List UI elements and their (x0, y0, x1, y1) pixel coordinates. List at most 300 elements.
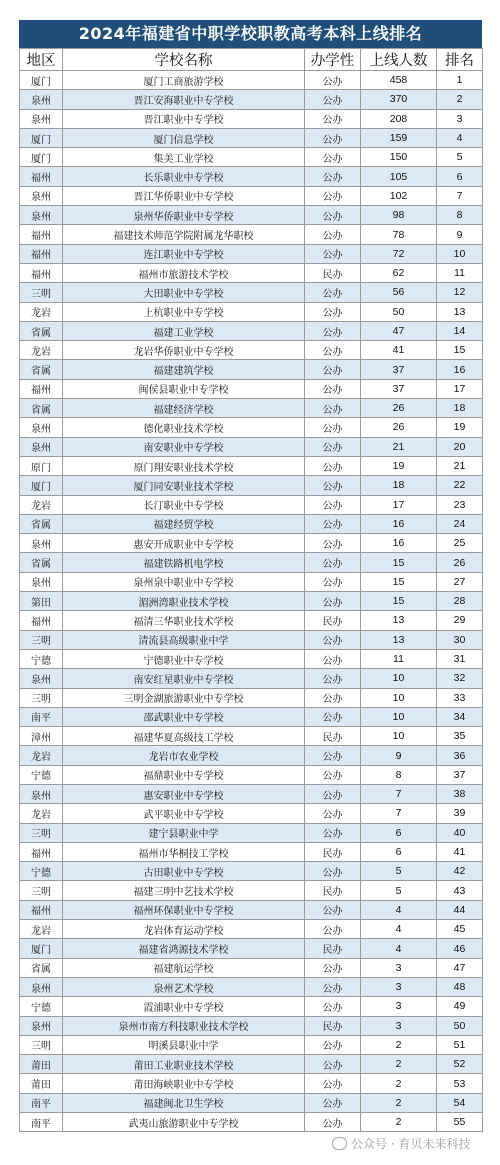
cell-school-name: 晋江职业中专学校 (63, 109, 305, 128)
cell-rank: 51 (437, 1035, 483, 1054)
cell-school-name: 清流县高级职业中学 (63, 630, 305, 649)
table-row (20, 958, 483, 977)
cell-region: 省属 (20, 360, 63, 379)
cell-region: 福州 (20, 379, 63, 398)
cell-school-type: 公办 (305, 1035, 361, 1054)
cell-school-type: 公办 (305, 148, 361, 167)
cell-rank: 19 (437, 418, 483, 437)
cell-school-name: 福建经济学校 (63, 399, 305, 418)
cell-admit-count: 8 (361, 765, 437, 784)
table-row (20, 283, 483, 302)
table-row (20, 823, 483, 842)
cell-region: 宁德 (20, 997, 63, 1016)
cell-region: 第田 (20, 592, 63, 611)
cell-admit-count: 13 (361, 630, 437, 649)
table-row (20, 939, 483, 958)
cell-admit-count: 10 (361, 688, 437, 707)
cell-admit-count: 41 (361, 341, 437, 360)
cell-admit-count: 10 (361, 727, 437, 746)
cell-region: 厦门 (20, 939, 63, 958)
cell-admit-count: 5 (361, 881, 437, 900)
cell-admit-count: 9 (361, 746, 437, 765)
header-school-name: 学校名称 (63, 49, 305, 71)
cell-school-type: 公办 (305, 418, 361, 437)
cell-school-type: 公办 (305, 399, 361, 418)
cell-school-type: 民办 (305, 263, 361, 282)
cell-school-type: 公办 (305, 109, 361, 128)
cell-admit-count: 2 (361, 1074, 437, 1093)
cell-school-name: 大田职业中专学校 (63, 283, 305, 302)
cell-region: 南平 (20, 1113, 63, 1132)
cell-admit-count: 62 (361, 263, 437, 282)
cell-rank: 7 (437, 186, 483, 205)
cell-rank: 16 (437, 360, 483, 379)
cell-school-type: 公办 (305, 1113, 361, 1132)
cell-school-type: 公办 (305, 784, 361, 803)
cell-region: 省属 (20, 399, 63, 418)
cell-rank: 40 (437, 823, 483, 842)
cell-rank: 9 (437, 225, 483, 244)
cell-admit-count: 17 (361, 495, 437, 514)
cell-rank: 52 (437, 1055, 483, 1074)
table-row (20, 611, 483, 630)
table-row (20, 167, 483, 186)
cell-school-name: 惠安职业中专学校 (63, 784, 305, 803)
cell-region: 泉州 (20, 186, 63, 205)
cell-school-type: 公办 (305, 244, 361, 263)
cell-school-name: 龙岩华侨职业中专学校 (63, 341, 305, 360)
cell-school-name: 南安职业中专学校 (63, 437, 305, 456)
cell-admit-count: 10 (361, 669, 437, 688)
cell-school-type: 公办 (305, 495, 361, 514)
cell-school-name: 惠安开成职业中专学校 (63, 534, 305, 553)
cell-school-type: 公办 (305, 823, 361, 842)
cell-rank: 20 (437, 437, 483, 456)
table-row (20, 90, 483, 109)
cell-region: 泉州 (20, 977, 63, 996)
table-row (20, 379, 483, 398)
cell-region: 泉州 (20, 669, 63, 688)
cell-region: 泉州 (20, 90, 63, 109)
cell-admit-count: 78 (361, 225, 437, 244)
cell-region: 莆田 (20, 1074, 63, 1093)
cell-school-name: 泉州艺术学校 (63, 977, 305, 996)
table-row (20, 437, 483, 456)
cell-region: 省属 (20, 321, 63, 340)
cell-admit-count: 7 (361, 804, 437, 823)
cell-admit-count: 4 (361, 920, 437, 939)
cell-rank: 28 (437, 592, 483, 611)
cell-admit-count: 21 (361, 437, 437, 456)
cell-school-type: 公办 (305, 765, 361, 784)
cell-rank: 31 (437, 649, 483, 668)
cell-school-name: 三明金湖旅游职业中专学校 (63, 688, 305, 707)
header-rank: 排名 (437, 49, 483, 71)
cell-rank: 6 (437, 167, 483, 186)
cell-school-name: 福建建筑学校 (63, 360, 305, 379)
cell-school-name: 南安红星职业中专学校 (63, 669, 305, 688)
cell-school-name: 莆田海峡职业中专学校 (63, 1074, 305, 1093)
cell-region: 省属 (20, 514, 63, 533)
cell-school-name: 邵武职业中专学校 (63, 707, 305, 726)
table-row (20, 630, 483, 649)
cell-region: 龙岩 (20, 804, 63, 823)
cell-admit-count: 4 (361, 939, 437, 958)
cell-rank: 39 (437, 804, 483, 823)
cell-school-type: 公办 (305, 379, 361, 398)
cell-region: 福州 (20, 900, 63, 919)
cell-rank: 26 (437, 553, 483, 572)
watermark-text: 公众号 · 育贝未来科技 (351, 1137, 471, 1151)
cell-school-name: 明溪县职业中学 (63, 1035, 305, 1054)
cell-school-name: 龙岩体育运动学校 (63, 920, 305, 939)
cell-school-name: 上杭职业中专学校 (63, 302, 305, 321)
table-row (20, 1093, 483, 1112)
cell-school-name: 厦门信息学校 (63, 128, 305, 147)
cell-rank: 15 (437, 341, 483, 360)
cell-region: 龙岩 (20, 341, 63, 360)
cell-school-name: 福建华夏高级技工学校 (63, 727, 305, 746)
cell-admit-count: 2 (361, 1113, 437, 1132)
cell-rank: 18 (437, 399, 483, 418)
cell-region: 泉州 (20, 572, 63, 591)
cell-admit-count: 19 (361, 456, 437, 475)
cell-school-type: 民办 (305, 939, 361, 958)
cell-rank: 55 (437, 1113, 483, 1132)
table-row (20, 920, 483, 939)
cell-region: 龙岩 (20, 302, 63, 321)
table-row (20, 514, 483, 533)
table-row (20, 1016, 483, 1035)
cell-region: 龙岩 (20, 920, 63, 939)
cell-school-name: 福州环保职业中专学校 (63, 900, 305, 919)
cell-admit-count: 4 (361, 900, 437, 919)
cell-region: 厦门 (20, 476, 63, 495)
cell-school-name: 福建三明中艺技术学校 (63, 881, 305, 900)
cell-school-name: 福清三华职业技术学校 (63, 611, 305, 630)
table-row (20, 1055, 483, 1074)
cell-admit-count: 50 (361, 302, 437, 321)
cell-region: 宁德 (20, 862, 63, 881)
cell-school-type: 民办 (305, 842, 361, 861)
cell-rank: 27 (437, 572, 483, 591)
cell-region: 三明 (20, 630, 63, 649)
cell-rank: 4 (437, 128, 483, 147)
table-row (20, 707, 483, 726)
cell-rank: 45 (437, 920, 483, 939)
table-row (20, 341, 483, 360)
cell-region: 漳州 (20, 727, 63, 746)
table-row (20, 128, 483, 147)
cell-admit-count: 2 (361, 1093, 437, 1112)
cell-school-type: 民办 (305, 881, 361, 900)
cell-admit-count: 18 (361, 476, 437, 495)
cell-rank: 41 (437, 842, 483, 861)
cell-rank: 43 (437, 881, 483, 900)
cell-school-type: 公办 (305, 167, 361, 186)
table-row (20, 649, 483, 668)
cell-school-name: 福建经贸学校 (63, 514, 305, 533)
table-row (20, 186, 483, 205)
cell-rank: 10 (437, 244, 483, 263)
cell-school-name: 泉州泉中职业中专学校 (63, 572, 305, 591)
cell-admit-count: 13 (361, 611, 437, 630)
cell-admit-count: 208 (361, 109, 437, 128)
table-row (20, 842, 483, 861)
cell-school-name: 宁德职业中专学校 (63, 649, 305, 668)
cell-school-name: 福鼎职业中专学校 (63, 765, 305, 784)
cell-region: 龙岩 (20, 495, 63, 514)
cell-rank: 48 (437, 977, 483, 996)
cell-school-type: 民办 (305, 727, 361, 746)
cell-rank: 21 (437, 456, 483, 475)
cell-admit-count: 150 (361, 148, 437, 167)
cell-school-type: 公办 (305, 128, 361, 147)
cell-rank: 14 (437, 321, 483, 340)
cell-region: 三明 (20, 881, 63, 900)
cell-region: 福州 (20, 263, 63, 282)
cell-school-type: 公办 (305, 1074, 361, 1093)
cell-admit-count: 47 (361, 321, 437, 340)
table-row (20, 495, 483, 514)
cell-rank: 29 (437, 611, 483, 630)
cell-rank: 8 (437, 206, 483, 225)
cell-school-type: 公办 (305, 920, 361, 939)
cell-region: 福州 (20, 611, 63, 630)
cell-admit-count: 72 (361, 244, 437, 263)
table-row (20, 862, 483, 881)
cell-school-name: 晋江安海职业中专学校 (63, 90, 305, 109)
cell-school-name: 福建闽北卫生学校 (63, 1093, 305, 1112)
cell-school-name: 莆田工业职业技术学校 (63, 1055, 305, 1074)
cell-admit-count: 15 (361, 553, 437, 572)
table-row (20, 765, 483, 784)
header-admit-count: 上线人数 (361, 49, 437, 71)
cell-school-type: 公办 (305, 186, 361, 205)
cell-school-name: 连江职业中专学校 (63, 244, 305, 263)
cell-rank: 22 (437, 476, 483, 495)
cell-school-name: 福州市华桐技工学校 (63, 842, 305, 861)
cell-school-type: 公办 (305, 437, 361, 456)
cell-region: 泉州 (20, 206, 63, 225)
cell-school-name: 长乐职业中专学校 (63, 167, 305, 186)
cell-admit-count: 105 (361, 167, 437, 186)
cell-admit-count: 6 (361, 842, 437, 861)
cell-school-type: 公办 (305, 283, 361, 302)
table-row (20, 746, 483, 765)
table-row (20, 263, 483, 282)
cell-school-type: 公办 (305, 476, 361, 495)
cell-school-name: 龙岩市农业学校 (63, 746, 305, 765)
cell-region: 莆田 (20, 1055, 63, 1074)
table-row (20, 688, 483, 707)
ranking-table (19, 48, 483, 1132)
cell-region: 省属 (20, 553, 63, 572)
cell-school-name: 德化职业技术学校 (63, 418, 305, 437)
cell-region: 三明 (20, 823, 63, 842)
cell-rank: 46 (437, 939, 483, 958)
cell-school-name: 厦门同安职业技术学校 (63, 476, 305, 495)
cell-school-name: 泉州市南方科技职业技术学校 (63, 1016, 305, 1035)
table-row (20, 1074, 483, 1093)
cell-region: 泉州 (20, 418, 63, 437)
cell-school-name: 福建技术师范学院附属龙华职校 (63, 225, 305, 244)
cell-school-type: 公办 (305, 958, 361, 977)
cell-school-type: 公办 (305, 572, 361, 591)
cell-admit-count: 26 (361, 418, 437, 437)
cell-admit-count: 102 (361, 186, 437, 205)
cell-region: 省属 (20, 958, 63, 977)
cell-school-type: 民办 (305, 1016, 361, 1035)
cell-admit-count: 6 (361, 823, 437, 842)
cell-admit-count: 3 (361, 1016, 437, 1035)
table-row (20, 881, 483, 900)
table-row (20, 900, 483, 919)
cell-school-name: 霞浦职业中专学校 (63, 997, 305, 1016)
cell-rank: 33 (437, 688, 483, 707)
cell-rank: 49 (437, 997, 483, 1016)
cell-school-name: 原门翔安职业技术学校 (63, 456, 305, 475)
cell-admit-count: 458 (361, 71, 437, 90)
table-row (20, 1113, 483, 1132)
cell-school-name: 湄洲湾职业技术学校 (63, 592, 305, 611)
cell-admit-count: 15 (361, 592, 437, 611)
cell-rank: 38 (437, 784, 483, 803)
cell-school-type: 民办 (305, 611, 361, 630)
cell-region: 厦门 (20, 71, 63, 90)
cell-region: 南平 (20, 1093, 63, 1112)
table-row (20, 456, 483, 475)
cell-school-type: 公办 (305, 321, 361, 340)
cell-rank: 50 (437, 1016, 483, 1035)
table-row (20, 109, 483, 128)
header-school-type: 办学性 (305, 49, 361, 71)
watermark (328, 1133, 500, 1155)
cell-admit-count: 98 (361, 206, 437, 225)
table-row (20, 360, 483, 379)
cell-rank: 30 (437, 630, 483, 649)
cell-school-type: 公办 (305, 90, 361, 109)
table-row (20, 592, 483, 611)
cell-school-name: 福州市旅游技术学校 (63, 263, 305, 282)
cell-school-name: 福建工业学校 (63, 321, 305, 340)
cell-rank: 37 (437, 765, 483, 784)
cell-school-type: 公办 (305, 649, 361, 668)
cell-region: 泉州 (20, 534, 63, 553)
cell-school-type: 公办 (305, 553, 361, 572)
cell-admit-count: 15 (361, 572, 437, 591)
cell-admit-count: 16 (361, 514, 437, 533)
cell-rank: 17 (437, 379, 483, 398)
cell-admit-count: 2 (361, 1055, 437, 1074)
cell-admit-count: 37 (361, 360, 437, 379)
cell-rank: 13 (437, 302, 483, 321)
cell-school-type: 公办 (305, 534, 361, 553)
cell-region: 泉州 (20, 1016, 63, 1035)
cell-rank: 47 (437, 958, 483, 977)
cell-region: 泉州 (20, 784, 63, 803)
table-body (20, 71, 483, 1132)
cell-admit-count: 159 (361, 128, 437, 147)
cell-admit-count: 370 (361, 90, 437, 109)
cell-rank: 3 (437, 109, 483, 128)
table-row (20, 476, 483, 495)
cell-school-name: 闽侯县职业中专学校 (63, 379, 305, 398)
cell-school-type: 公办 (305, 900, 361, 919)
cell-admit-count: 37 (361, 379, 437, 398)
wechat-icon (332, 1137, 347, 1150)
cell-region: 厦门 (20, 128, 63, 147)
cell-region: 泉州 (20, 109, 63, 128)
table-row (20, 148, 483, 167)
cell-region: 三明 (20, 1035, 63, 1054)
cell-rank: 32 (437, 669, 483, 688)
cell-school-name: 古田职业中专学校 (63, 862, 305, 881)
cell-school-name: 泉州华侨职业中专学校 (63, 206, 305, 225)
table-row (20, 321, 483, 340)
cell-school-name: 福建省鸿源技术学校 (63, 939, 305, 958)
cell-region: 龙岩 (20, 746, 63, 765)
cell-region: 宁德 (20, 649, 63, 668)
cell-region: 三明 (20, 283, 63, 302)
cell-school-type: 公办 (305, 514, 361, 533)
cell-region: 厦门 (20, 148, 63, 167)
cell-school-name: 长汀职业中专学校 (63, 495, 305, 514)
cell-school-name: 厦门工商旅游学校 (63, 71, 305, 90)
cell-school-type: 公办 (305, 592, 361, 611)
cell-admit-count: 3 (361, 977, 437, 996)
ranking-table-container (19, 20, 482, 1132)
table-row (20, 727, 483, 746)
cell-region: 三明 (20, 688, 63, 707)
cell-school-type: 公办 (305, 707, 361, 726)
cell-admit-count: 11 (361, 649, 437, 668)
cell-rank: 11 (437, 263, 483, 282)
cell-admit-count: 16 (361, 534, 437, 553)
cell-admit-count: 5 (361, 862, 437, 881)
cell-admit-count: 56 (361, 283, 437, 302)
cell-school-type: 公办 (305, 862, 361, 881)
cell-school-type: 公办 (305, 360, 361, 379)
cell-school-type: 公办 (305, 341, 361, 360)
cell-rank: 12 (437, 283, 483, 302)
cell-school-name: 福建铁路机电学校 (63, 553, 305, 572)
cell-admit-count: 10 (361, 707, 437, 726)
cell-school-name: 武平职业中专学校 (63, 804, 305, 823)
cell-admit-count: 3 (361, 997, 437, 1016)
cell-school-name: 集美工业学校 (63, 148, 305, 167)
cell-rank: 34 (437, 707, 483, 726)
cell-region: 原门 (20, 456, 63, 475)
cell-school-type: 公办 (305, 1093, 361, 1112)
cell-rank: 54 (437, 1093, 483, 1112)
cell-school-type: 公办 (305, 997, 361, 1016)
table-row (20, 977, 483, 996)
cell-rank: 23 (437, 495, 483, 514)
cell-rank: 44 (437, 900, 483, 919)
header-region: 地区 (20, 49, 63, 71)
cell-region: 宁德 (20, 765, 63, 784)
cell-school-type: 公办 (305, 225, 361, 244)
table-row (20, 206, 483, 225)
cell-school-type: 公办 (305, 302, 361, 321)
cell-admit-count: 7 (361, 784, 437, 803)
cell-rank: 25 (437, 534, 483, 553)
cell-admit-count: 2 (361, 1035, 437, 1054)
cell-school-name: 武夷山旅游职业中专学校 (63, 1113, 305, 1132)
cell-admit-count: 3 (361, 958, 437, 977)
table-row (20, 302, 483, 321)
